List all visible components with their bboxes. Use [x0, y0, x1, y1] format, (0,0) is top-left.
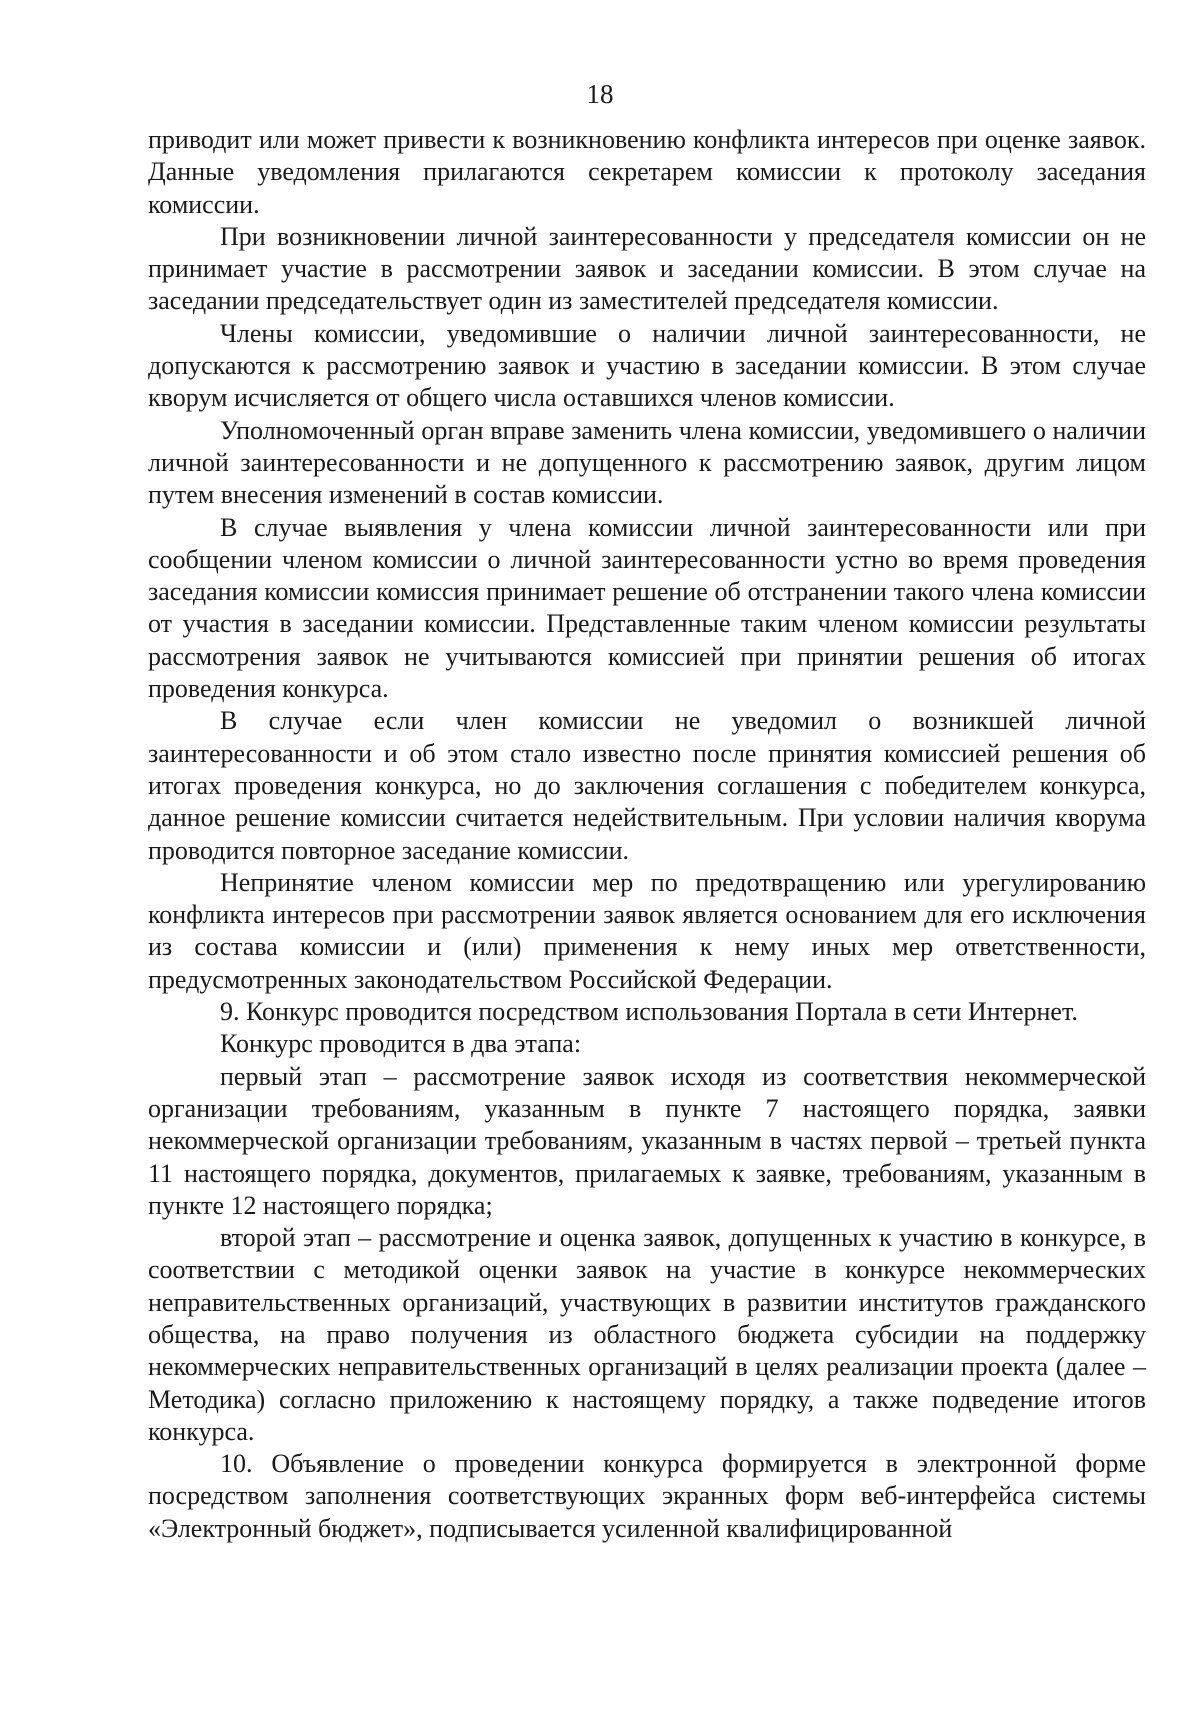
page-number: 18: [586, 79, 614, 109]
paragraph-second-stage: второй этап – рассмотрение и оценка заявок, допущенных к участию в конкурсе, в соответствии с методикой оценки заявок на участие в конкурсе некоммерческих неправительственных организаций, участвующих в развитии институтов гражданского общества, на право получения из областного бюджета субсидии на поддержку некоммерческих неправительственных организаций в целях реализации проекта (далее – Методика) согласно приложению к настоящему порядку, а также подведение итогов конкурса.: [148, 1223, 1146, 1446]
paragraph-conflict-notices: приводит или может привести к возникновению конфликта интересов при оценке заявок. Данные уведомления прилагаются секретарем комиссии к протоколу заседания комиссии.: [148, 125, 1146, 219]
paragraph-first-stage: первый этап – рассмотрение заявок исходя из соответствия некоммерческой организации требованиям, указанным в пункте 7 настоящего порядка, заявки некоммерческой организации требованиям, указанным в частях первой – третьей пункта 11 настоящего порядка, документов, прилагаемых к заявке, требованиям, указанным в пункте 12 настоящего порядка;: [148, 1061, 1146, 1220]
paragraph-item-10: 10. Объявление о проведении конкурса формируется в электронной форме посредством заполнения соответствующих экранных форм веб-интерфейса системы «Электронный бюджет», подписывается усиленной квалифицированной: [148, 1449, 1146, 1543]
paragraph-exclusion-grounds: Непринятие членом комиссии мер по предотвращению или урегулированию конфликта интересов при рассмотрении заявок является основанием для его исключения из состава комиссии и (или) применения к нему иных мер ответственности, предусмотренных законодательством Российской Федерации.: [148, 867, 1146, 994]
paragraph-member-removal: В случае выявления у члена комиссии личной заинтересованности или при сообщении членом комиссии о личной заинтересованности устно во время проведения заседания комиссии комиссия принимает решение об отстранении такого члена комиссии от участия в заседании комиссии. Представленные таким членом комиссии результаты рассмотрения заявок не учитываются комиссией при принятии решения об итогах проведения конкурса.: [148, 512, 1146, 704]
paragraph-member-replacement: Уполномоченный орган вправе заменить члена комиссии, уведомившего о наличии личной заинтересованности и не допущенного к рассмотрению заявок, другим лицом путем внесения изменений в состав комиссии.: [148, 415, 1146, 510]
paragraph-two-stages: Конкурс проводится в два этапа:: [220, 1029, 582, 1059]
document-body: [148, 124, 1146, 1545]
paragraph-decision-invalid: В случае если член комиссии не уведомил о возникшей личной заинтересованности и об этом стало известно после принятия комиссией решения об итогах проведения конкурса, но до заключения соглашения с победителем конкурса, данное решение комиссии считается недействительным. При условии наличия кворума проводится повторное заседание комиссии.: [148, 706, 1146, 865]
paragraph-members-not-admitted: Члены комиссии, уведомившие о наличии личной заинтересованности, не допускаются к рассмотрению заявок и участию в заседании комиссии. В этом случае кворум исчисляется от общего числа оставшихся членов комиссии.: [148, 318, 1146, 413]
paragraph-item-9: 9. Конкурс проводится посредством использования Портала в сети Интернет.: [220, 997, 1078, 1027]
paragraph-chairman-interest: При возникновении личной заинтересованности у председателя комиссии он не принимает участие в рассмотрении заявок и заседании комиссии. В этом случае на заседании председательствует один из заместителей председателя комиссии.: [148, 221, 1146, 316]
